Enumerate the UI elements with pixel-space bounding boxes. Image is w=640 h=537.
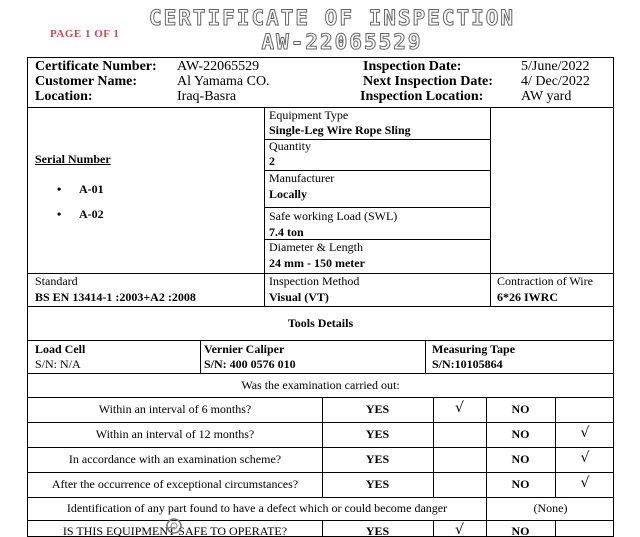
exam-question-row [28, 373, 613, 398]
tools-heading: Tools Details [287, 316, 354, 330]
manufacturer-label: Manufacturer [269, 171, 335, 185]
yes-label: YES [365, 477, 390, 491]
safe-question: IS THIS EQUIPMENT SAFE TO OPERATE? [62, 524, 288, 537]
exam-question-text: Within an interval of 12 months? [95, 427, 255, 441]
next-inspection-date-label: Next Inspection Date: [363, 74, 493, 89]
diameter-length-value: 24 mm - 150 meter [269, 256, 365, 270]
equipment-block [28, 107, 613, 274]
swl-label: Safe working Load (SWL) [269, 209, 398, 223]
tool-name: Vernier Caliper [204, 342, 285, 356]
exam-row [28, 447, 613, 473]
check-mark-icon: √ [580, 425, 590, 441]
certificate-title: CERTIFICATE OF INSPECTION [148, 6, 516, 30]
yes-label: YES [365, 427, 390, 441]
no-label: NO [511, 524, 530, 537]
swl-value: 7.4 ton [269, 225, 304, 239]
next-inspection-date-value: 4/ Dec/2022 [521, 74, 590, 89]
header-block [28, 58, 613, 108]
location-label: Location: [35, 89, 93, 104]
equipment-type-value: Single-Leg Wire Rope Sling [269, 123, 411, 137]
quantity-value: 2 [269, 154, 275, 168]
yes-label: YES [365, 402, 390, 416]
customer-value: Al Yamama CO. [177, 74, 270, 89]
defect-question: Identification of any part found to have a defect which or could become danger [66, 501, 448, 515]
tools-heading-row [28, 306, 613, 341]
defect-value: (None) [533, 501, 568, 515]
tool-name: Load Cell [35, 342, 86, 356]
quantity-label: Quantity [269, 139, 311, 153]
cert-number-value: AW-22065529 [177, 59, 260, 74]
exam-question-text: In accordance with an examination scheme? [68, 452, 282, 466]
no-label: NO [511, 477, 530, 491]
cert-number-label: Certificate Number: [35, 59, 157, 74]
defect-row [28, 497, 613, 521]
tool-serial: S/N: N/A [35, 357, 81, 371]
check-mark-icon: √ [580, 450, 590, 466]
inspection-method-value: Visual (VT) [269, 290, 329, 304]
tool-serial: S/N: 400 0576 010 [204, 357, 296, 371]
customer-label: Customer Name: [35, 74, 137, 89]
exam-question-text: Within an interval of 6 months? [98, 402, 252, 416]
equipment-type-label: Equipment Type [269, 108, 349, 122]
inspection-location-value: AW yard [521, 89, 572, 104]
contraction-label: Contraction of Wire [497, 274, 593, 288]
serial-number-heading: Serial Number [35, 152, 111, 166]
check-mark-icon: √ [455, 400, 464, 416]
diameter-length-label: Diameter & Length [269, 240, 363, 254]
contraction-value: 6*26 IWRC [497, 290, 559, 304]
tools-row [28, 340, 613, 374]
no-label: NO [511, 402, 530, 416]
serial-item: • A-01 [79, 182, 104, 197]
standard-label: Standard [35, 274, 78, 288]
certificate-number-title: AW-22065529 [261, 30, 423, 54]
exam-question: Was the examination carried out: [241, 378, 400, 392]
standard-row [28, 273, 613, 307]
exam-row [28, 397, 613, 423]
exam-row [28, 472, 613, 498]
tool-serial: S/N:10105864 [432, 357, 503, 371]
exam-row [28, 422, 613, 448]
page-label: PAGE 1 OF 1 [50, 28, 120, 40]
yes-label: YES [365, 452, 390, 466]
serial-item: • A-02 [79, 207, 104, 222]
exam-question-text: After the occurrence of exceptional circumstances? [51, 477, 299, 491]
no-label: NO [511, 427, 530, 441]
no-label: NO [511, 452, 530, 466]
inspection-date-value: 5/June/2022 [521, 59, 590, 74]
yes-label: YES [365, 524, 390, 537]
check-mark-icon: √ [455, 522, 464, 537]
safe-to-operate-row [28, 520, 613, 537]
stamp-icon [163, 518, 185, 534]
inspection-location-label: Inspection Location: [360, 89, 484, 104]
standard-value: BS EN 13414-1 :2003+A2 :2008 [35, 290, 196, 304]
tool-name: Measuring Tape [432, 342, 516, 356]
manufacturer-value: Locally [269, 187, 307, 201]
certificate-sheet [27, 57, 614, 537]
check-mark-icon: √ [580, 475, 590, 491]
location-value: Iraq-Basra [177, 89, 237, 104]
inspection-method-label: Inspection Method [269, 274, 360, 288]
inspection-date-label: Inspection Date: [363, 59, 462, 74]
